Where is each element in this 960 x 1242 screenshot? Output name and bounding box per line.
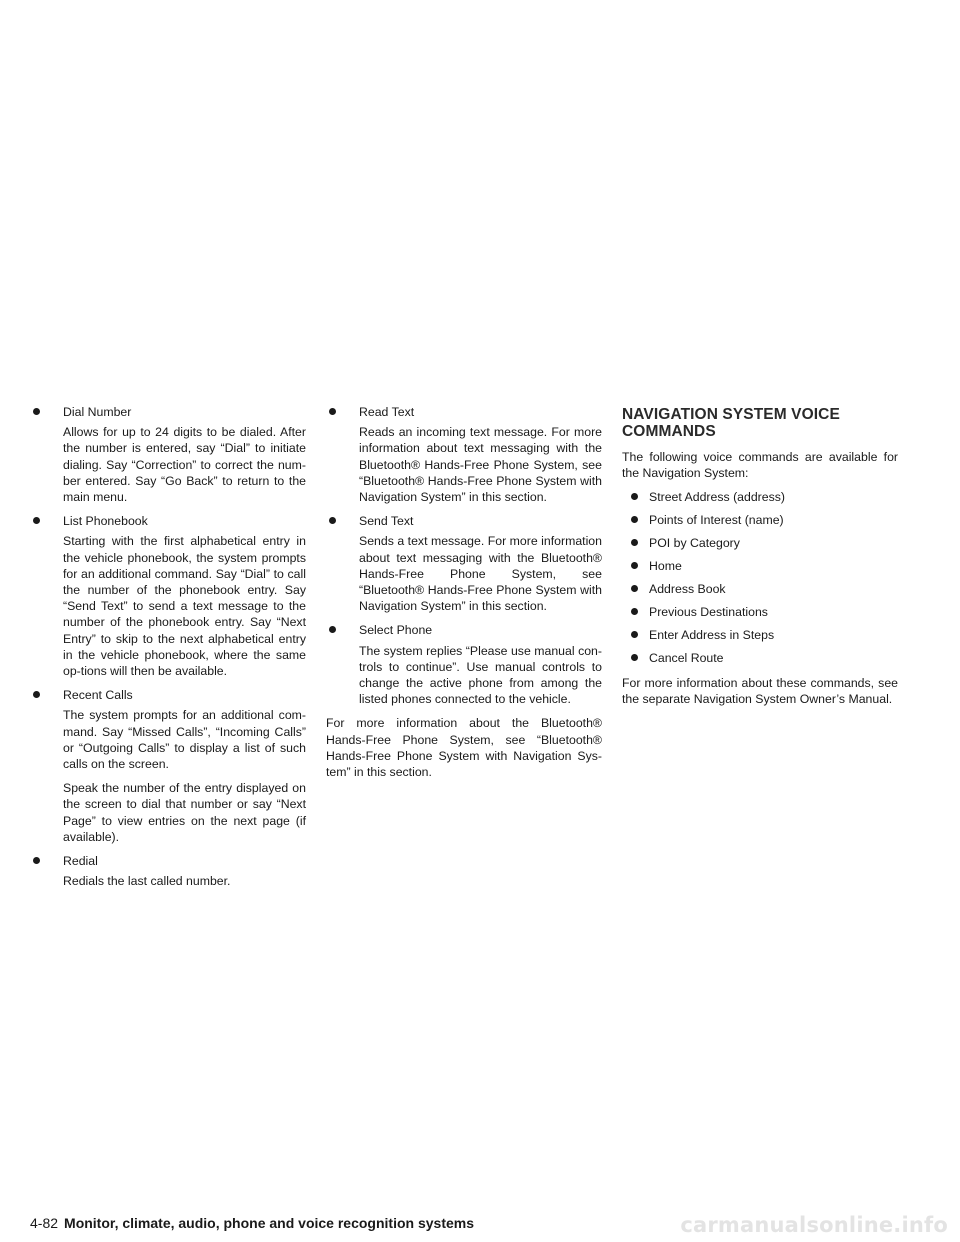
- bullet-icon: [631, 562, 638, 569]
- bullet-icon: [631, 585, 638, 592]
- command-label: Enter Address in Steps: [649, 628, 775, 643]
- item-title: List Phonebook: [63, 514, 148, 529]
- list-item: [30, 404, 306, 505]
- footer-section-title: Monitor, climate, audio, phone and voice recognition systems: [64, 1215, 474, 1231]
- item-description: Redials the last called number.: [63, 874, 231, 889]
- item-description: The system prompts for an additional com-mand. Say “Missed Calls”, “Incoming Calls” or “Outgoing Calls” to display a list of such calls on the screen.: [63, 708, 306, 772]
- body-paragraph: For more information about the Bluetooth® Hands-Free Phone System, see “Bluetooth® Hands-Free Phone System with Navigation Sys-tem” in this section.: [326, 716, 602, 780]
- list-item: [326, 404, 602, 505]
- middle-column: [326, 404, 602, 788]
- bullet-icon: [631, 608, 638, 615]
- item-title: Redial: [63, 854, 98, 869]
- bullet-icon: [33, 691, 40, 698]
- item-description: Reads an incoming text message. For more information about text messaging with the Bluetooth® Hands-Free Phone System, see “Bluetooth® Hands-Free Phone System with Navigation System” in this section.: [359, 425, 602, 505]
- item-title: Recent Calls: [63, 688, 133, 703]
- bullet-icon: [631, 516, 638, 523]
- bullet-icon: [631, 654, 638, 661]
- list-item: [326, 513, 602, 614]
- page-footer: [30, 1213, 474, 1233]
- bullet-icon: [33, 857, 40, 864]
- section-heading: NAVIGATION SYSTEM VOICE COMMANDS: [622, 406, 840, 440]
- command-label: Previous Destinations: [649, 605, 768, 620]
- item-description: The system replies “Please use manual con-trols to continue”. Use manual controls to change the active phone from among the listed phones connected to the vehicle.: [359, 643, 602, 707]
- list-item: [622, 489, 898, 505]
- closing-paragraph: For more information about these commands, see the separate Navigation System Owner’s Manual.: [622, 675, 898, 706]
- bullet-icon: [329, 626, 336, 633]
- bullet-icon: [33, 408, 40, 415]
- command-label: Cancel Route: [649, 651, 724, 666]
- list-item: [622, 581, 898, 597]
- item-title: Send Text: [359, 514, 414, 529]
- item-description: Allows for up to 24 digits to be dialed. After the number is entered, say “Dial” to initiate dialing. Say “Correction” to correct the num-ber entered. Say “Go Back” to return to the main menu.: [63, 425, 306, 505]
- item-title: Read Text: [359, 405, 415, 419]
- list-item: [622, 650, 898, 666]
- item-title: Dial Number: [63, 405, 132, 419]
- list-item: [622, 535, 898, 551]
- bullet-icon: [631, 631, 638, 638]
- bullet-icon: [631, 493, 638, 500]
- list-item: [622, 558, 898, 574]
- item-description: Starting with the first alphabetical entry in the vehicle phonebook, the system prompts for an additional command. Say “Dial” to call the number of the phonebook entry. Say “Send Text” to send a text message to the number of the phonebook entry. Say “Next Entry” to skip to the next alphabetical entry in the vehicle phonebook, where the same op-tions will then be available.: [63, 534, 306, 679]
- bullet-icon: [631, 539, 638, 546]
- bullet-icon: [33, 517, 40, 524]
- command-label: Street Address (address): [649, 490, 786, 505]
- list-item: [30, 687, 306, 845]
- list-item: [30, 513, 306, 679]
- command-label: Address Book: [649, 582, 726, 597]
- item-description: Sends a text message. For more information about text messaging with the Bluetooth® Hands-Free Phone System, see “Bluetooth® Hands-Free Phone System with Navigation System” in this section.: [359, 534, 602, 614]
- page-number: 4-82: [30, 1215, 59, 1231]
- bullet-icon: [329, 517, 336, 524]
- list-item: [622, 512, 898, 528]
- command-label: Home: [649, 559, 682, 574]
- list-item: [326, 622, 602, 707]
- command-label: Points of Interest (name): [649, 513, 784, 528]
- list-item: [622, 604, 898, 620]
- list-item: [30, 853, 306, 889]
- item-title: Select Phone: [359, 623, 433, 638]
- item-description: Speak the number of the entry displayed on the screen to dial that number or say “Next Page” to view entries on the next page (if available).: [63, 781, 306, 844]
- watermark: carmanualsonline.info: [680, 1213, 948, 1237]
- command-label: POI by Category: [649, 536, 740, 551]
- right-column: [622, 404, 898, 715]
- intro-paragraph: The following voice commands are available for the Navigation System:: [622, 450, 898, 481]
- list-item: [622, 627, 898, 643]
- bullet-icon: [329, 408, 336, 415]
- left-column: [30, 404, 306, 897]
- voice-command-list: [622, 489, 898, 666]
